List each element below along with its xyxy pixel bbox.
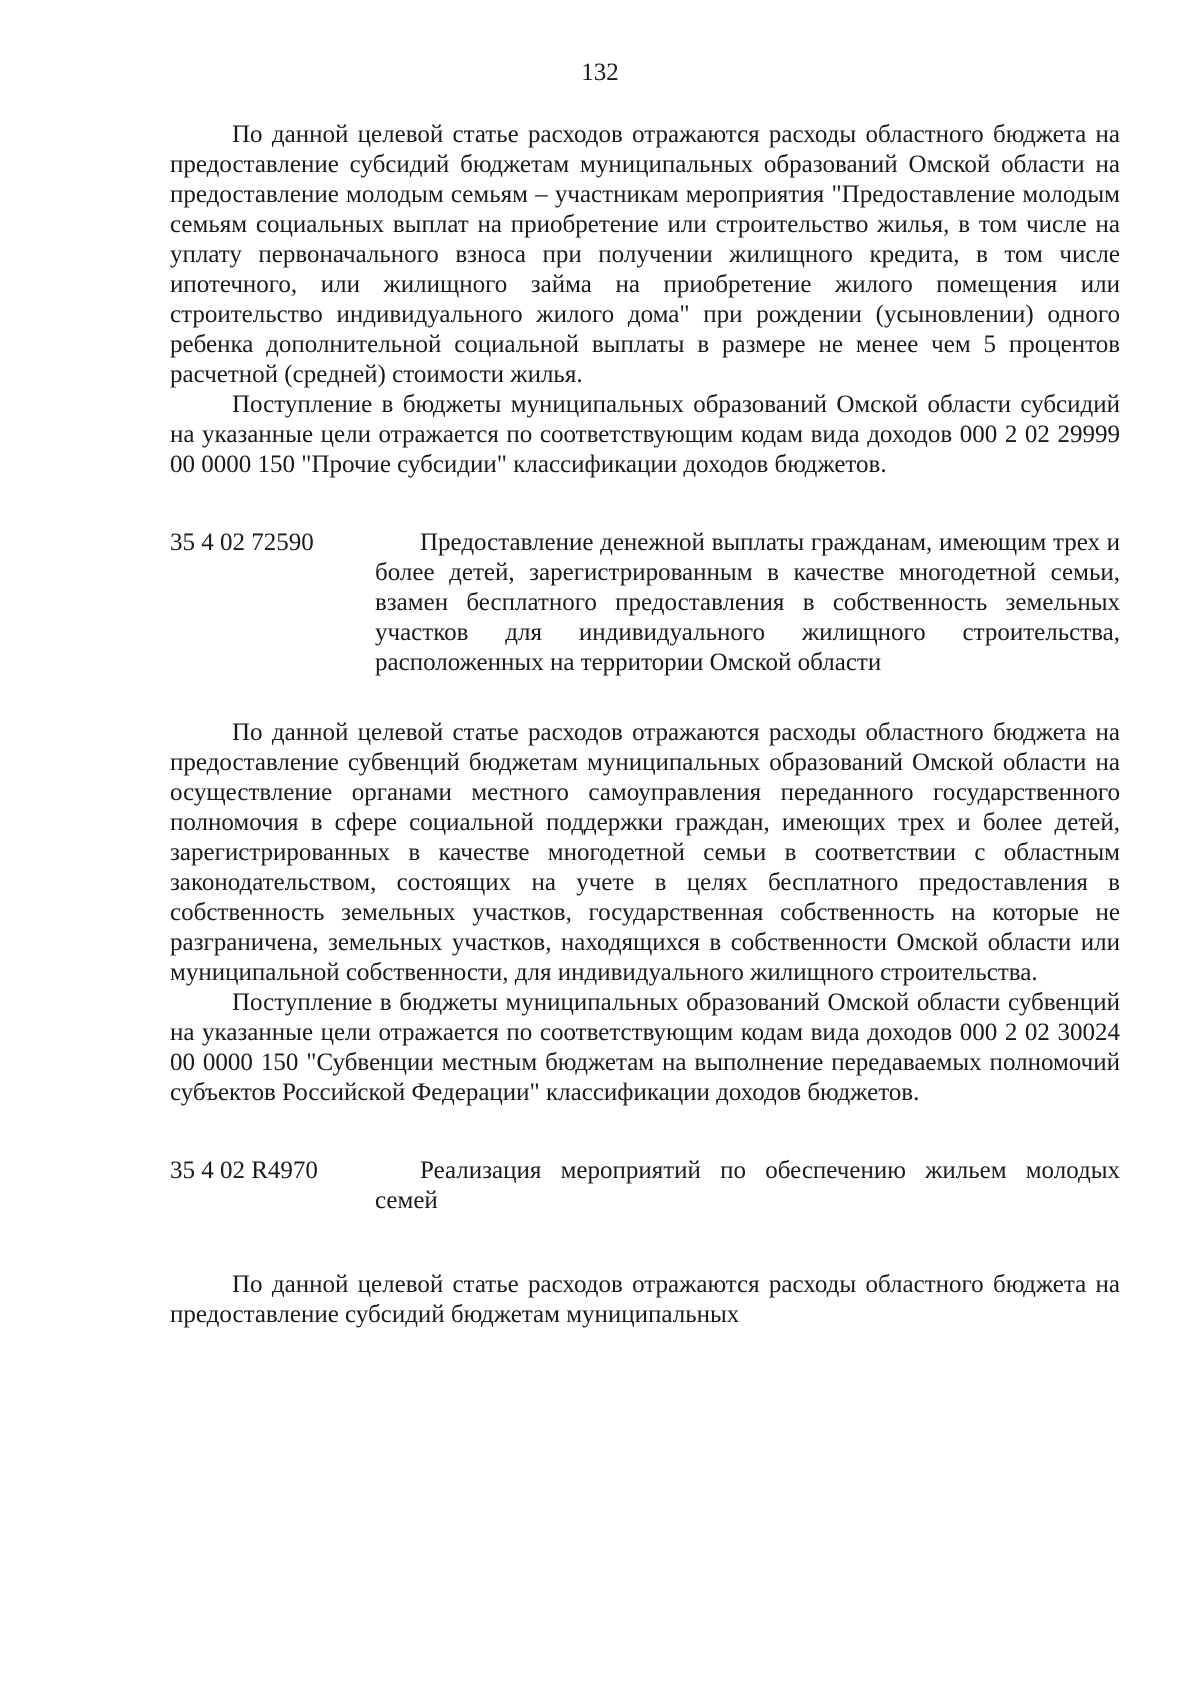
page-number: 132 (581, 59, 619, 86)
budget-entry-72590 (170, 528, 1120, 678)
paragraph-subvention-large-families: По данной целевой статье расходов отражаются расходы областного бюджета на предоставление субвенций бюджетам муниципальных образований Омской области на осуществление органами местного самоуправления переданного государственного полномочия в сфере социальной поддержки граждан, имеющих трех и более детей, зарегистрированных в качестве многодетной семьи в соответствии с областным законодательством, состоящих на учете в целях бесплатного предоставления в собственность земельных участков, государственная собственность на которые не разграничена, земельных участков, находящихся в собственности Омской области или муниципальной собственности, для индивидуального жилищного строительства. (170, 719, 1120, 986)
paragraph-subvention-income-codes: Поступление в бюджеты муниципальных образований Омской области субвенций на указанные цели отражается по соответствующим кодам вида доходов 000 2 02 30024 00 0000 150 "Субвенции местным бюджетам на выполнение передаваемых полномочий субъектов Российской Федерации" классификации доходов бюджетов. (170, 989, 1120, 1106)
paragraph-subsidy-young-families: По данной целевой статье расходов отражаются расходы областного бюджета на предоставление субсидий бюджетам муниципальных образований Омской области на предоставление молодым семьям – участникам мероприятия "Предоставление молодым семьям социальных выплат на приобретение или строительство жилья, в том числе на уплату первоначального взноса при получении жилищного кредита, в том числе ипотечного, или жилищного займа на приобретение жилого помещения или строительство индивидуального жилого дома" при рождении (усыновлении) одного ребенка дополнительной социальной выплаты в размере не менее чем 5 процентов расчетной (средней) стоимости жилья. (170, 121, 1120, 388)
paragraph-subsidy-income-codes: Поступление в бюджеты муниципальных образований Омской области субсидий на указанные цели отражается по соответствующим кодам вида доходов 000 2 02 29999 00 0000 150 "Прочие субсидии" классификации доходов бюджетов. (170, 391, 1120, 478)
document-body (170, 120, 1120, 1330)
budget-code: 35 4 02 72590 (170, 529, 314, 556)
budget-entry-r4970 (170, 1156, 1120, 1216)
budget-code: 35 4 02 R4970 (170, 1157, 318, 1184)
budget-entry-description: Реализация мероприятий по обеспечению жильем молодых семей (375, 1157, 1120, 1214)
budget-entry-description: Предоставление денежной выплаты гражданам, имеющим трех и более детей, зарегистрированным в качестве многодетной семьи, взамен бесплатного предоставления в собственность земельных участков для индивидуального жилищного строительства, расположенных на территории Омской области (375, 529, 1120, 676)
paragraph-subsidy-continued: По данной целевой статье расходов отражаются расходы областного бюджета на предоставление субсидий бюджетам муниципальных (170, 1271, 1120, 1328)
